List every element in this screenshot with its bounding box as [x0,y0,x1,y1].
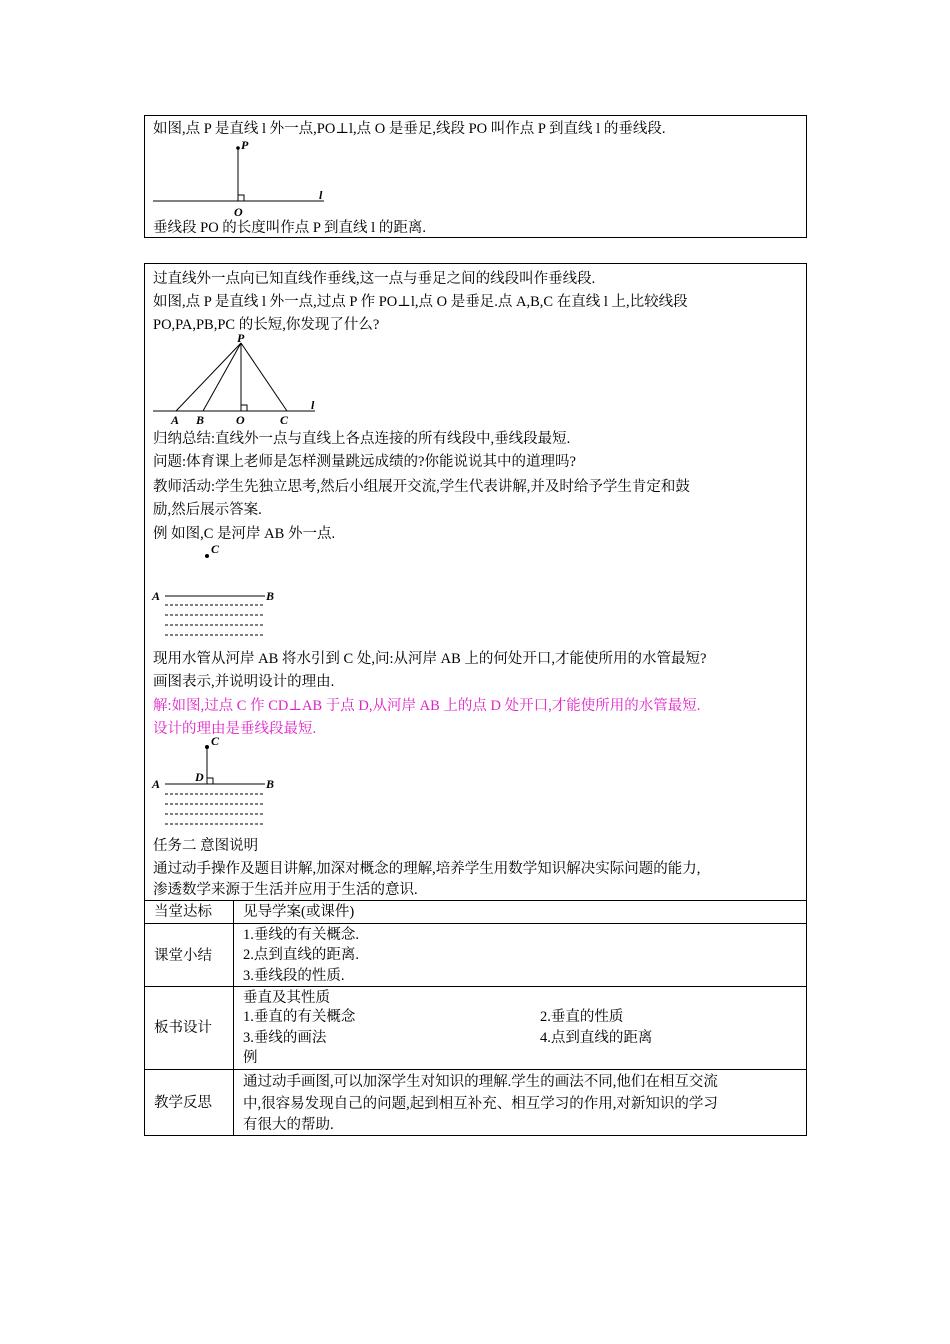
summary-item: 3.垂线段的性质. [243,968,345,984]
task-2-title: 任务二 意图说明 [153,838,259,854]
reflection-line: 有很大的帮助. [243,1117,334,1133]
example-intro: 例 如图,C 是河岸 AB 外一点. [153,526,336,542]
fig3-label-a: A [152,589,161,603]
intent-b: 渗透数学来源于生活并应用于生活的意识. [153,882,418,898]
fig4-label-d: D [195,770,204,784]
question-2: 问题:体育课上老师是怎样测量跳远成绩的?你能说说其中的道理吗? [153,454,576,470]
fig4-label-a: A [152,777,161,791]
definition-line-1: 如图,点 P 是直线 l 外一点,PO⊥l,点 O 是垂足,线段 PO 叫作点 P 到直线 l 的垂线段. [153,121,666,137]
water-task-b: 画图表示,并说明设计的理由. [153,674,335,690]
question-1-line-b: PO,PA,PB,PC 的长短,你发现了什么? [153,317,380,333]
table-rule [145,923,806,924]
row-label-board: 板书设计 [154,1020,212,1036]
row-label-practice: 当堂达标 [154,904,212,920]
row-content-practice: 见导学案(或课件) [243,904,355,920]
fig2-label-o: O [236,413,245,425]
river-figure [149,540,289,640]
fig1-label-l: l [319,188,323,202]
board-item: 2.垂直的性质 [540,1009,624,1025]
fig1-label-o: O [234,205,243,219]
fig2-label-a: A [171,413,180,425]
fig3-label-b: B [266,589,275,603]
board-item: 3.垂线的画法 [243,1030,327,1046]
fig4-label-b: B [266,777,275,791]
table-column-rule [233,900,234,1136]
water-task-a: 现用水管从河岸 AB 将水引到 C 处,问:从河岸 AB 上的何处开口,才能使所用的水管最短? [153,651,707,667]
table-rule [145,986,806,987]
question-1-line-a: 如图,点 P 是直线 l 外一点,过点 P 作 PO⊥l,点 O 是垂足.点 A,B,C 在直线 l 上,比较线段 [153,294,688,310]
perpendicular-figure [151,140,351,220]
answer-b: 设计的理由是垂线段最短. [153,721,317,737]
fig2-label-l: l [311,398,315,412]
row-label-reflection: 教学反思 [154,1095,212,1111]
board-item: 4.点到直线的距离 [540,1030,653,1046]
summary: 归纳总结:直线外一点与直线上各点连接的所有线段中,垂线段最短. [153,431,571,447]
fig2-label-c: C [280,413,289,425]
river-solution-figure [149,736,289,836]
table-rule [145,1069,806,1070]
teacher-activity-b: 励,然后展示答案. [153,502,262,518]
reflection-line: 通过动手画图,可以加深学生对知识的理解.学生的画法不同,他们在相互交流 [243,1074,718,1090]
summary-item: 1.垂线的有关概念. [243,927,359,943]
row-label-summary: 课堂小结 [154,948,212,964]
answer-a: 解:如图,过点 C 作 CD⊥AB 于点 D,从河岸 AB 上的点 D 处开口,才能使所用的水管最短. [153,698,701,714]
intent-a: 通过动手操作及题目讲解,加深对概念的理解,培养学生用数学知识解决实际问题的能力, [153,861,701,877]
summary-item: 2.点到直线的距离. [243,947,359,963]
fig4-label-c: C [211,736,220,748]
fig3-label-c: C [211,542,220,556]
board-title: 垂直及其性质 [243,990,330,1006]
table-rule [145,900,806,901]
definition-line-2: 垂线段 PO 的长度叫作点 P 到直线 l 的距离. [153,220,426,236]
teacher-activity-a: 教师活动:学生先独立思考,然后小组展开交流,学生代表讲解,并及时给予学生肯定和鼓 [153,479,690,495]
shortest-segment-figure [151,333,331,425]
fig2-label-p: P [237,333,245,345]
reflection-line: 中,很容易发现自己的问题,起到相互补充、相互学习的作用,对新知识的学习 [243,1096,718,1112]
lesson-box [144,263,807,1136]
definition-box [144,115,807,238]
fig2-label-b: B [196,413,205,425]
perp-segment-definition: 过直线外一点向已知直线作垂线,这一点与垂足之间的线段叫作垂线段. [153,271,596,287]
board-item: 例 [243,1050,258,1066]
fig1-label-p: P [241,140,249,152]
board-item: 1.垂直的有关概念 [243,1009,356,1025]
